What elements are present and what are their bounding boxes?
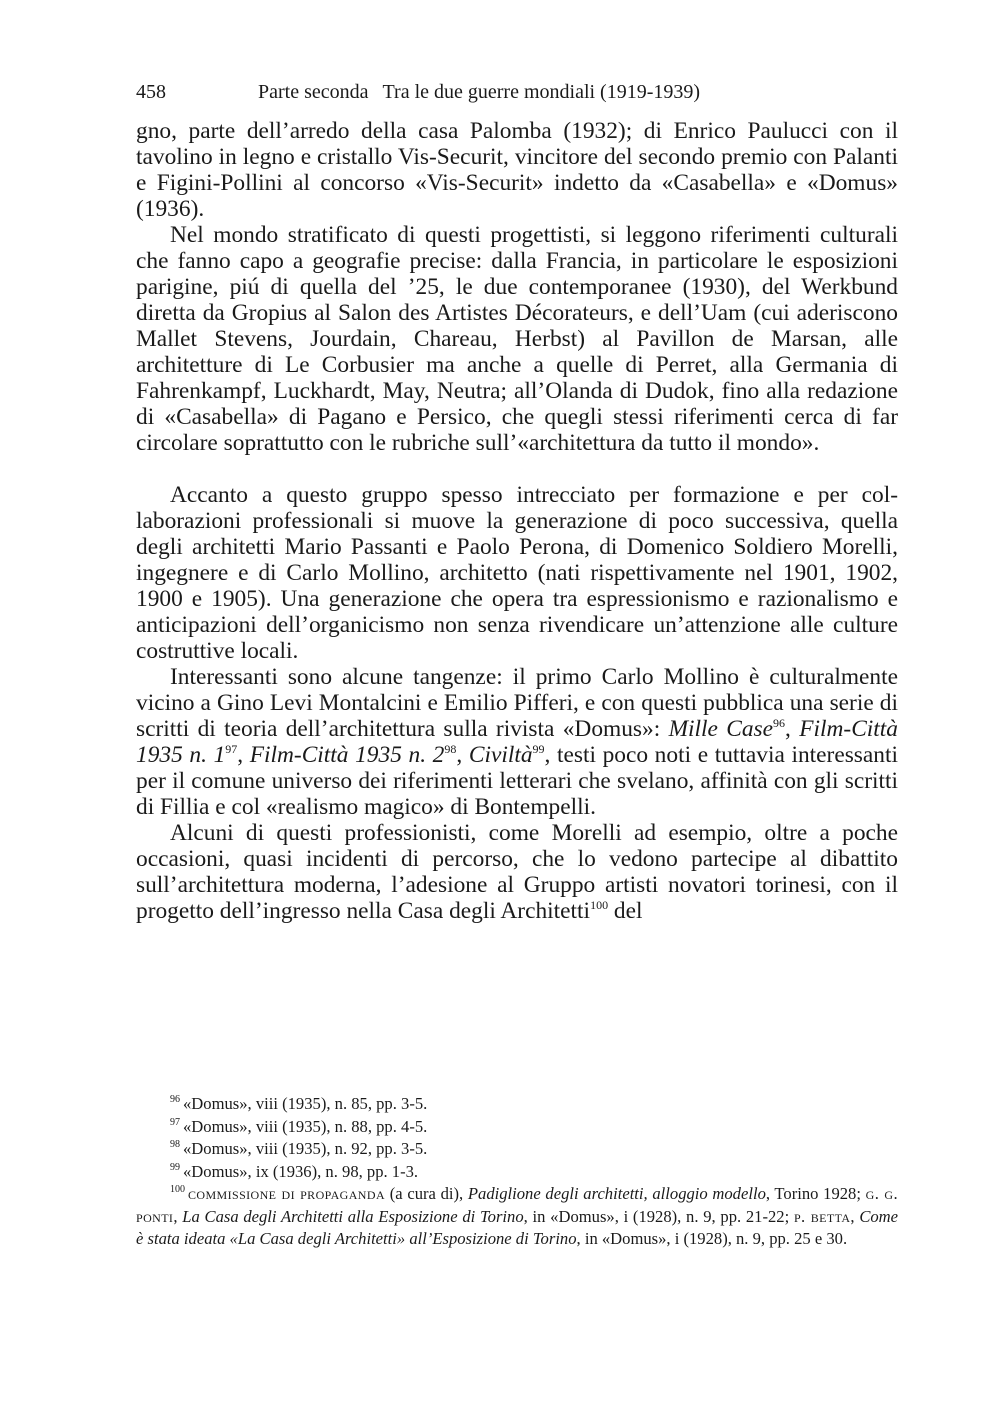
page-number: 458 [136, 81, 166, 103]
footnote-title: La Casa degli Architetti alla Esposizione di Torino [182, 1206, 524, 1226]
footnote-100 [136, 1183, 898, 1251]
paragraph-5 [136, 820, 898, 924]
footnote-number: 98 [170, 1139, 180, 1150]
footnote-number: 99 [170, 1161, 180, 1173]
footnote-number: 97 [170, 1116, 180, 1128]
footnote-text: , in «Domus», i (1928), n. 9, pp. 25 e 30. [576, 1229, 848, 1248]
footnote-ref-99[interactable]: 99 [532, 742, 545, 756]
footnote-title: Come è stata ideata «La Casa degli Architetti» all’Esposizione di Torino [136, 1206, 899, 1248]
footnote-96 [136, 1093, 898, 1116]
paragraph-4 [136, 664, 898, 820]
footnote-text: , [173, 1206, 183, 1226]
footnote-title: Padiglione degli architetti, alloggio modello [467, 1184, 766, 1203]
paragraph-2: Nel mondo stratificato di questi progettisti, si leggono riferimenti culturali che fanno capo a geografie precise: dalla Francia, in particolare le esposizioni parigine, piú di quella del ’25, le due contemporanee (1930), del Werkbund diretta da Gropius al Salon des Artistes Décorateurs, e dell’Uam (cui aderiscono Mallet Stevens, Jourdain, Chareau, Herbst) al Pavillon de Marsan, alle architetture di Le Corbusier ma anche a quelle di Perret, alla Germania di Fahrenkampf, Luckhardt, May, Neutra; all’Olanda di Dudok, fino alla redazione di «Casabella» di Pagano e Persico, che quegli stessi riferimenti cerca di far circolare soprattutto con le rubriche sull’«architettura da tutto il mondo». [136, 222, 898, 456]
footnote-98 [136, 1138, 898, 1161]
footnote-text: , Torino 1928; [765, 1184, 866, 1203]
footnote-99 [136, 1161, 898, 1184]
footnote-author: g. g. ponti [136, 1184, 898, 1226]
separator: , [785, 716, 800, 742]
footnote-text: «Domus», viii (1935), n. 88, pp. 4-5. [183, 1116, 428, 1136]
title-film-citta-1: Film-Città 1935 n. 1 [136, 716, 898, 768]
title-mille-case: Mille Case [668, 716, 774, 742]
footnote-text: , [850, 1206, 860, 1226]
footnote-ref-98[interactable]: 98 [444, 742, 457, 756]
footnote-number: 100 [170, 1184, 185, 1195]
paragraph-4-text-a: Interessanti sono alcune tangenze: il primo Carlo Mollino è culturalmente vicino a Gino Levi Montalcini e Emilio Pifferi, e con questi pubblica una serie di scritti di teoria dell’architettura sulla rivista «Domus»: [136, 664, 898, 742]
footnote-ref-100[interactable]: 100 [590, 898, 609, 912]
footnote-author: commissione di propaganda [188, 1184, 386, 1203]
paragraph-4-text-b: , testi poco noti e tuttavia interessanti per il comune universo dei riferimenti letterari che svelano, affinità con gli scritti di Fillia e col «realismo magico» di Bontempelli. [136, 742, 898, 820]
paragraph-5-text-a: Alcuni di questi professionisti, come Morelli ad esempio, oltre a poche occasioni, quasi incidenti di percorso, che lo vedono partecipe al dibattito sull’architettura moderna, l’adesione al Gruppo artisti novatori torinesi, con il progetto dell’ingresso nella Casa degli Architetti [136, 820, 898, 924]
title-film-citta-2: Film-Città 1935 n. 2 [249, 742, 445, 768]
footnote-author: p. betta [793, 1206, 851, 1226]
title-civilta: Civiltà [468, 742, 533, 768]
footnote-ref-97[interactable]: 97 [225, 742, 238, 756]
footnote-text: (a cura di), [385, 1184, 468, 1203]
footnote-97 [136, 1116, 898, 1139]
footnote-text: , in «Domus», i (1928), n. 9, pp. 21-22; [523, 1206, 794, 1226]
separator: , [237, 742, 250, 768]
footnote-text: «Domus», ix (1936), n. 98, pp. 1-3. [183, 1161, 419, 1181]
separator: , [456, 742, 469, 768]
footnotes [136, 1093, 898, 1251]
running-head [136, 80, 898, 104]
page [136, 80, 898, 924]
footnote-text: «Domus», viii (1935), n. 85, pp. 3-5. [183, 1094, 428, 1113]
body-text [136, 118, 898, 924]
paragraph-1: gno, parte dell’arredo della casa Palomba (1932); di Enrico Paulucci con il tavolino in legno e cristallo Vis-Securit, vincitore del secondo premio con Palanti e Figini-Pollini al concorso «Vis-Securit» indetto da «Casabella» e «Domus» (1936). [136, 118, 898, 222]
footnote-text: «Domus», viii (1935), n. 92, pp. 3-5. [183, 1139, 428, 1158]
paragraph-3: Accanto a questo gruppo spesso intrecciato per formazione e per collaborazioni professionali si muove la generazione di poco successiva, quella degli architetti Mario Passanti e Paolo Perona, di Domenico Soldiero Morelli, ingegnere e di Carlo Mollino, architetto (nati rispettivamente nel 1901, 1902, 1900 e 1905). Una generazione che opera tra espressionismo e razionalismo e anticipazioni dell’organicismo non senza rivendicare un’attenzione alle culture costruttive locali. [136, 482, 898, 664]
paragraph-5-text-b: del [608, 898, 643, 924]
part-title: Parte seconda [258, 81, 369, 103]
footnote-number: 96 [170, 1094, 180, 1105]
footnote-ref-96[interactable]: 96 [773, 716, 786, 730]
chapter-title: Tra le due guerre mondiali (1919-1939) [382, 81, 701, 103]
